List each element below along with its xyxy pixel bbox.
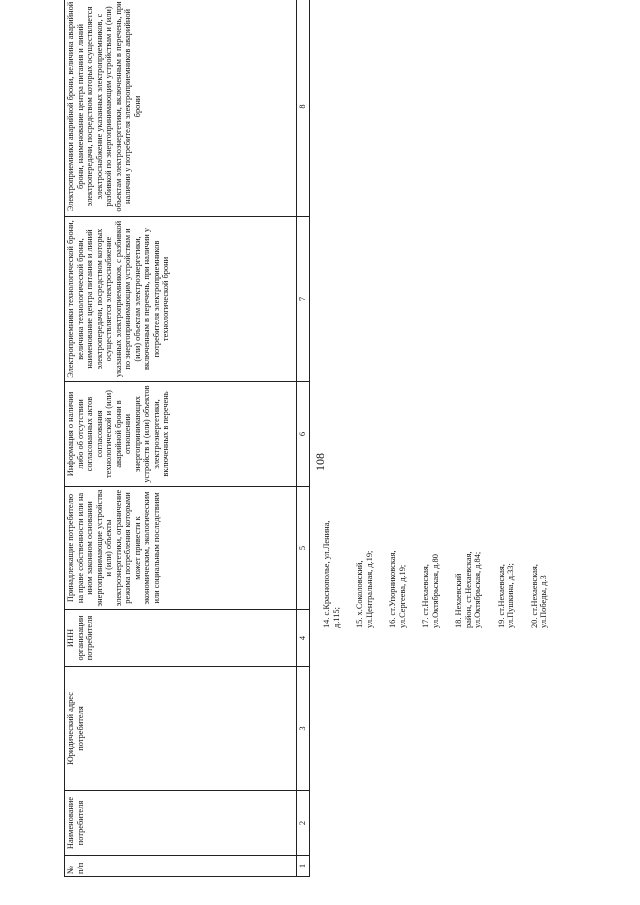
column-number: 1 [297, 856, 310, 877]
entry-text: 15. х.Соколовский, ул.Центральная, д.19; [355, 550, 374, 628]
entry-text: 16. ст.Упорниковская, ул.Сергеева, д.19; [388, 550, 407, 628]
header-reservation-acts: Информация о наличии либо об отсутствии согласованных актов согласования технологической и (или) аварийной брони в отношении энергопринимающих устройств и (или) объектов электроэнергетики, включенных в перечень [65, 382, 297, 487]
column-number: 4 [297, 610, 310, 667]
list-item [388, 388, 407, 628]
column-number: 7 [297, 217, 310, 382]
entry-text: 17. ст.Нехаевская, ул.Октябрьская, д.80 [421, 554, 440, 628]
entry-text: 14. с.Краснополье, ул.Ленина, д.115; [322, 520, 341, 628]
list-item [497, 388, 516, 628]
list-item [322, 388, 341, 628]
entry-text: 19. ст.Нехаевская, ул.Пушкина, д.33; [496, 563, 515, 628]
rotated-table-block [64, 1, 548, 877]
column-number-row [297, 0, 310, 877]
header-emergency-reserve: Электроприемники аварийной брони, величина аварийной брони, наименование центра питания и линий электропередачи, посредством которых осуществляется электроснабжение указанных электроприемников, с разбивкой по энергопринимающим устройствам и (или) объектам электроэнергетики, включенным в перечень, при наличии у потребителя электроприемников аварийной брони [65, 0, 297, 217]
column-number: 3 [297, 667, 310, 791]
list-item [530, 388, 549, 628]
page-number: 108 [313, 453, 327, 471]
consumer-entries [322, 388, 563, 628]
column-number: 5 [297, 487, 310, 610]
list-item [355, 388, 374, 628]
column-number: 6 [297, 382, 310, 487]
header-number: № п/п [65, 856, 297, 877]
consumer-table [64, 0, 310, 877]
header-technological-reserve: Электроприемники технологической брони, величина технологической брони, наименование центра питания и линий электропередачи, посредством которых осуществляется электроснабжение указанных электроприемников, с разбивкой по энергопринимающим устройствам и (или) объектам электроэнергетики, включенным в перечень, при наличии у потребителя электроприемников технологической брони [65, 217, 297, 382]
header-inn: ИНН организации потребителя [65, 610, 297, 667]
table-header-row [65, 0, 297, 877]
header-legal-address: Юридический адрес потребителя [65, 667, 297, 791]
header-consumer-name: Наименование потребителя [65, 791, 297, 856]
column-number: 8 [297, 0, 310, 217]
entry-text: 18. Нехаевский район, ст.Нехаевская, ул.Октябрьская, д.84; [454, 551, 482, 628]
column-number: 2 [297, 791, 310, 856]
list-item [454, 388, 483, 628]
list-item [421, 388, 440, 628]
header-devices: Принадлежащие потребителю на праве собственности или на ином законном основании энергопринимающие устройства и (или) объекты электроэнергетики, ограничение режима потребления которыми может привести к экономическим, экологическим или социальным последствиям [65, 487, 297, 610]
entry-text: 20. ст.Нехаевская, ул.Победы, д.3 [529, 564, 548, 628]
